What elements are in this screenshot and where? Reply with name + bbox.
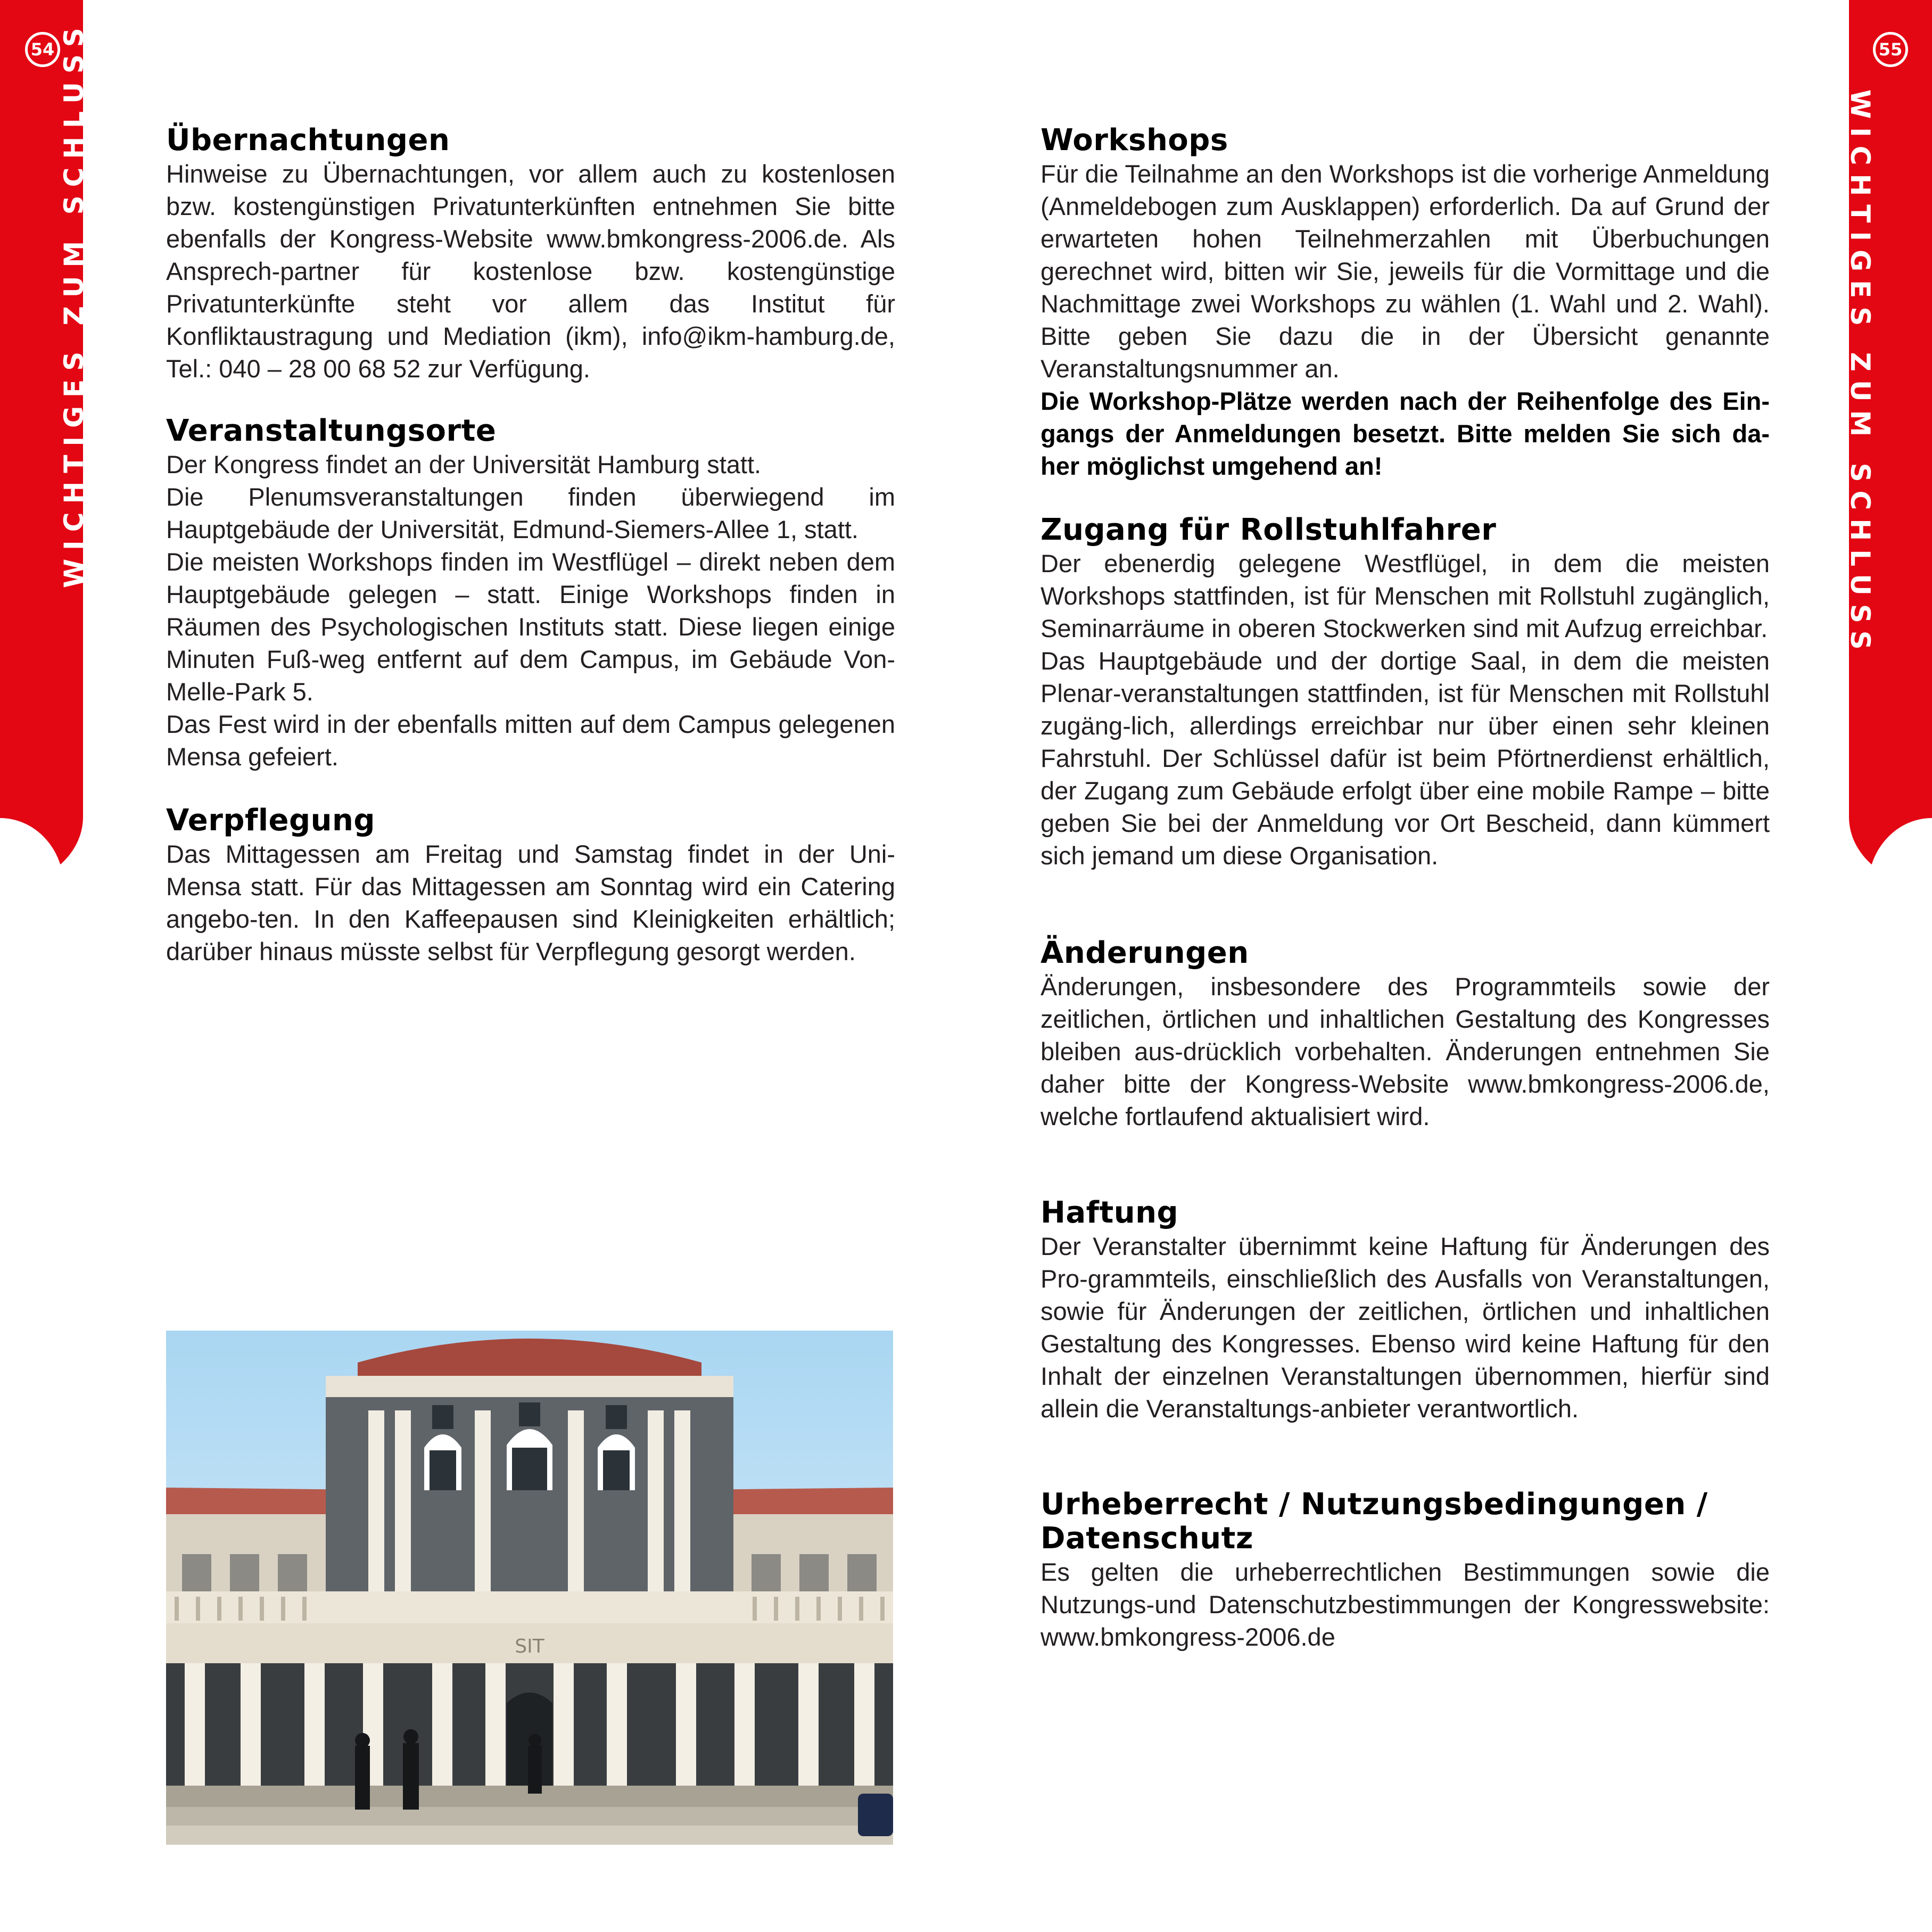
section-zugang-rollstuhlfahrer bbox=[1041, 513, 1770, 936]
section-workshops bbox=[1041, 123, 1770, 513]
section-haftung bbox=[1041, 1196, 1770, 1488]
section-text: Der Kongress findet an der Universität Hamburg statt. bbox=[166, 450, 762, 478]
section-text: Hinweise zu Übernachtungen, vor allem auch zu kostenlosen bzw. kostengünstigen Privatunterkünften entnehmen Sie bitte ebenfalls der Kongress-Website www.bmkongress-2006.de. Als Ansprech-partner für kostenlose bzw. kostengünstige Privatunterkünfte steht vor allem das Institut für Konfliktaustragung und Mediation (ikm), info@ikm-hamburg.de, Tel.: 040 – 28 00 68 52 zur Verfügung. bbox=[166, 160, 895, 383]
section-title: Veranstaltungsorte bbox=[166, 414, 497, 448]
building-inscription: SIT bbox=[515, 1636, 544, 1657]
section-text: Für die Teilnahme an den Workshops ist die vorherige Anmeldung (Anmeldebogen zum Ausklappen) erforderlich. Da auf Grund der erwarteten hohen Teilnehmerzahlen mit Überbuchungen gerechnet wird, bitten wir Sie, jeweils für die Vormittage und die Nachmittage zwei Workshops zu wählen (1. Wahl und 2. Wahl). Bitte geben Sie dazu die in der Übersicht genannte Veranstaltungsnummer an. bbox=[1041, 160, 1770, 383]
right-page bbox=[966, 0, 1932, 1932]
section-title: Verpflegung bbox=[166, 803, 375, 838]
section-uebernachtungen bbox=[166, 123, 895, 414]
section-urheberrecht bbox=[1041, 1488, 1770, 1653]
section-title: Workshops bbox=[1041, 123, 1228, 158]
left-column bbox=[166, 123, 895, 968]
section-text: Der ebenerdig gelegene Westflügel, in dem die meisten Workshops stattfinden, ist für Menschen mit Rollstuhl zugänglich, Seminarräume in oberen Stockwerken sind mit Aufzug erreichbar. bbox=[1041, 549, 1770, 642]
section-aenderungen bbox=[1041, 936, 1770, 1196]
tab-notch bbox=[1868, 818, 1932, 887]
right-tab-label: WICHTIGES ZUM SCHLUSS bbox=[1845, 89, 1876, 658]
left-side-tab bbox=[0, 0, 89, 886]
section-verpflegung bbox=[166, 804, 895, 968]
section-text: Änderungen, insbesondere des Programmteils sowie der zeitlichen, örtlichen und inhaltlichen Gestaltung des Kongresses bleiben aus-drücklich vorbehalten. Änderungen entnehmen Sie daher bitte der Kongress-Website www.bmkongress-2006.de, welche fortlaufend aktualisiert wird. bbox=[1041, 972, 1770, 1130]
section-text: Es gelten die urheberrechtlichen Bestimmungen sowie die Nutzungs-und Datenschutzbestimmungen der Kongresswebsite: www.bmkongress-2006.de bbox=[1041, 1558, 1770, 1651]
section-title: Urheberrecht / Nutzungsbedingungen / Datenschutz bbox=[1041, 1487, 1708, 1556]
section-text: Das Fest wird in der ebenfalls mitten auf dem Campus gelegenen Mensa gefeiert. bbox=[166, 710, 895, 771]
university-building-photo bbox=[166, 1331, 893, 1845]
section-title: Haftung bbox=[1041, 1195, 1179, 1230]
left-tab-label: WICHTIGES ZUM SCHLUSS bbox=[59, 19, 89, 588]
section-bold-text: Die Workshop-Plätze werden nach der Reihenfolge des Ein-gangs der Anmeldungen besetzt. Bitte melden Sie sich da-her möglichst umgehend an! bbox=[1041, 387, 1770, 480]
section-text: Der Veranstalter übernimmt keine Haftung für Änderungen des Pro-grammteils, einschließlich des Ausfalls von Veranstaltungen, sowie für Änderungen der zeitlichen, örtlichen und inhaltlichen Gestaltung des Kongresses. Ebenso wird keine Haftung für den Inhalt der einzelnen Veranstaltungen übernommen, hierfür sind allein die Veranstaltungs-anbieter verantwortlich. bbox=[1041, 1232, 1770, 1423]
section-text: Die meisten Workshops finden im Westflügel – direkt neben dem Hauptgebäude gelegen – statt. Einige Workshops finden in Räumen des Psychologischen Instituts statt. Diese liegen einige Minuten Fuß-weg entfernt auf dem Campus, im Gebäude Von-Melle-Park 5. bbox=[166, 548, 895, 706]
left-page-number: 54 bbox=[25, 32, 60, 67]
section-veranstaltungsorte bbox=[166, 414, 895, 804]
right-column bbox=[1041, 123, 1770, 1653]
right-side-tab bbox=[1845, 0, 1932, 886]
tab-notch bbox=[0, 818, 64, 887]
section-title: Übernachtungen bbox=[166, 123, 450, 158]
section-text: Die Plenumsveranstaltungen finden überwiegend im Hauptgebäude der Universität, Edmund-Siemers-Allee 1, statt. bbox=[166, 483, 895, 543]
section-text: Das Hauptgebäude und der dortige Saal, in dem die meisten Plenar-veranstaltungen stattfinden, ist für Menschen mit Rollstuhl zugäng-lich, allerdings erreichbar nur über einen sehr kleinen Fahrstuhl. Der Schlüssel dafür ist beim Pförtnerdienst erhältlich, der Zugang zum Gebäude erfolgt über eine mobile Rampe – bitte geben Sie bei der Anmeldung vor Ort Bescheid, dann kümmert sich jemand um diese Organisation. bbox=[1041, 647, 1770, 870]
section-text: Das Mittagessen am Freitag und Samstag findet in der Uni-Mensa statt. Für das Mittagessen am Sonntag wird ein Catering angebo-ten. In den Kaffeepausen sind Kleinigkeiten erhältlich; darüber hinaus müsste selbst für Verpflegung gesorgt werden. bbox=[166, 840, 895, 965]
right-page-number: 55 bbox=[1873, 32, 1908, 67]
section-title: Änderungen bbox=[1041, 936, 1249, 970]
building-illustration bbox=[166, 1331, 893, 1845]
section-title: Zugang für Rollstuhlfahrer bbox=[1041, 513, 1497, 547]
